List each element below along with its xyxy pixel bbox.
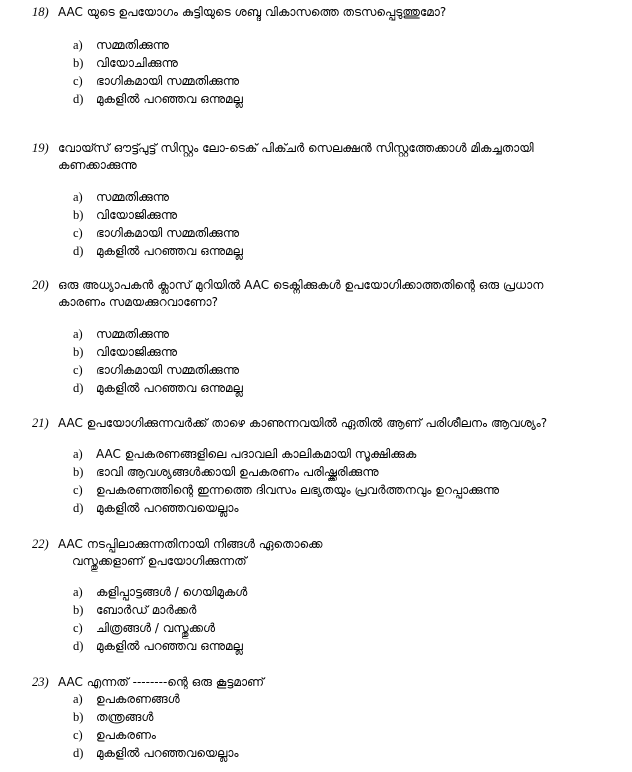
option-c	[0, 481, 632, 499]
option-text: വിയോജിക്കുന്നു	[96, 345, 178, 359]
option-letter: a)	[73, 585, 83, 599]
option-d	[0, 744, 632, 762]
option-c	[0, 619, 632, 637]
option-letter: d)	[73, 746, 84, 760]
option-text: AAC ഉപകരണങ്ങളിലെ പദാവലി കാലികമായി സൂക്ഷിക്കുക	[96, 447, 417, 461]
option-d	[0, 637, 632, 655]
option-b	[0, 708, 632, 726]
question-text-continued: കണക്കാക്കുന്നു	[58, 158, 137, 172]
option-letter: a)	[73, 327, 83, 341]
option-letter: c)	[73, 621, 83, 635]
option-letter: a)	[73, 190, 83, 204]
option-text: ഭാവി ആവശ്യങ്ങൾക്കായി ഉപകരണം പരിഷ്ക്കരിക്കുന്നു	[96, 465, 379, 479]
question-text: AAC എന്നത് --------ന്റെ ഒരു കൂട്ടമാണ്	[58, 675, 265, 689]
option-letter: d)	[73, 639, 84, 653]
option-c	[0, 224, 632, 242]
option-b	[0, 601, 632, 619]
question-number: 23)	[32, 675, 49, 689]
option-text: ഭാഗികമായി സമ്മതിക്കുന്നു	[96, 74, 240, 88]
option-letter: b)	[73, 345, 84, 359]
option-text: ഉപകരണം	[96, 728, 156, 742]
option-text: വിയോജിക്കുന്നു	[96, 208, 178, 222]
option-text: മുകളിൽ പറഞ്ഞവ ഒന്നുമല്ല	[96, 244, 243, 258]
option-letter: b)	[73, 603, 84, 617]
option-text: മുകളിൽ പറഞ്ഞവ ഒന്നുമല്ല	[96, 381, 243, 395]
option-a	[0, 445, 632, 463]
option-b	[0, 206, 632, 224]
option-letter: d)	[73, 501, 84, 515]
option-letter: c)	[73, 728, 83, 742]
option-letter: a)	[73, 692, 83, 706]
option-text: ഉപകരണങ്ങൾ	[96, 692, 180, 706]
option-letter: d)	[73, 244, 84, 258]
option-b	[0, 54, 632, 72]
option-text: കളിപ്പാട്ടങ്ങൾ / ഗെയിമുകൾ	[96, 585, 248, 599]
question-number: 19)	[32, 141, 49, 155]
option-text: വിയോചിക്കുന്നു	[96, 56, 178, 70]
option-letter: c)	[73, 483, 83, 497]
option-letter: b)	[73, 56, 84, 70]
option-a	[0, 188, 632, 206]
option-letter: a)	[73, 38, 83, 52]
option-letter: b)	[73, 208, 84, 222]
option-a	[0, 36, 632, 54]
option-letter: c)	[73, 226, 83, 240]
option-text: സമ്മതിക്കുന്നു	[96, 38, 170, 52]
option-letter: d)	[73, 381, 84, 395]
option-d	[0, 499, 632, 517]
option-b	[0, 343, 632, 361]
question-number: 18)	[32, 5, 49, 19]
question-number: 21)	[32, 416, 49, 430]
option-a	[0, 325, 632, 343]
option-c	[0, 361, 632, 379]
option-text: ചിത്രങ്ങൾ / വസ്തുക്കൾ	[96, 621, 216, 635]
option-letter: d)	[73, 92, 84, 106]
option-text: മുകളിൽ പറഞ്ഞവയെല്ലാം	[96, 746, 239, 760]
option-text: ഭാഗികമായി സമ്മതിക്കുന്നു	[96, 226, 240, 240]
option-text: തന്ത്രങ്ങൾ	[96, 710, 154, 724]
option-b	[0, 463, 632, 481]
option-letter: b)	[73, 710, 84, 724]
option-text: സമ്മതിക്കുന്നു	[96, 327, 170, 341]
option-text: ബോർഡ് മാർക്കർ	[96, 603, 197, 617]
option-text: സമ്മതിക്കുന്നു	[96, 190, 170, 204]
option-text: മുകളിൽ പറഞ്ഞവ ഒന്നുമല്ല	[96, 92, 243, 106]
question-number: 22)	[32, 537, 49, 551]
option-text: മുകളിൽ പറഞ്ഞവയെല്ലാം	[96, 501, 239, 515]
option-a	[0, 583, 632, 601]
question-text: AAC യുടെ ഉപയോഗം കുട്ടിയുടെ ശബ്ദ വികാസത്തെ തടസപ്പെടുത്തുമോ?	[58, 5, 447, 19]
question-text: AAC നടപ്പിലാക്കുന്നതിനായി നിങ്ങൾ ഏതൊക്കെ	[58, 537, 323, 551]
option-letter: c)	[73, 74, 83, 88]
option-letter: a)	[73, 447, 83, 461]
option-a	[0, 690, 632, 708]
option-letter: c)	[73, 363, 83, 377]
option-text: ഉപകരണത്തിന്റെ ഇന്നത്തെ ദിവസം ലഭ്യതയും പ്രവർത്തനവും ഉറപ്പാക്കുന്നു	[96, 483, 500, 497]
option-letter: b)	[73, 465, 84, 479]
question-text-continued: വസ്തുക്കളാണ് ഉപയോഗിക്കുന്നത്	[72, 554, 247, 568]
option-c	[0, 72, 632, 90]
question-text: AAC ഉപയോഗിക്കുന്നവർക്ക് താഴെ കാണുന്നവയിൽ ഏതിൽ ആണ് പരിശീലനം ആവശ്യം?	[58, 416, 548, 430]
question-text: വോയ്സ് ഔട്ട്പുട്ട് സിസ്റ്റം ലോ-ടെക് പിക്ചർ സെലക്ഷൻ സിസ്റ്റത്തേക്കാൾ മികച്ചതായി	[58, 141, 534, 155]
option-d	[0, 379, 632, 397]
option-text: ഭാഗികമായി സമ്മതിക്കുന്നു	[96, 363, 240, 377]
option-d	[0, 242, 632, 260]
option-c	[0, 726, 632, 744]
question-text-continued: കാരണം സമയക്കുറവാണോ?	[58, 295, 218, 309]
option-d	[0, 90, 632, 108]
option-text: മുകളിൽ പറഞ്ഞവ ഒന്നുമല്ല	[96, 639, 243, 653]
question-text: ഒരു അധ്യാപകൻ ക്ലാസ് മുറിയിൽ AAC ടെക്നിക്കുകൾ ഉപയോഗിക്കാത്തതിന്റെ ഒരു പ്രധാന	[58, 278, 544, 292]
question-number: 20)	[32, 278, 49, 292]
